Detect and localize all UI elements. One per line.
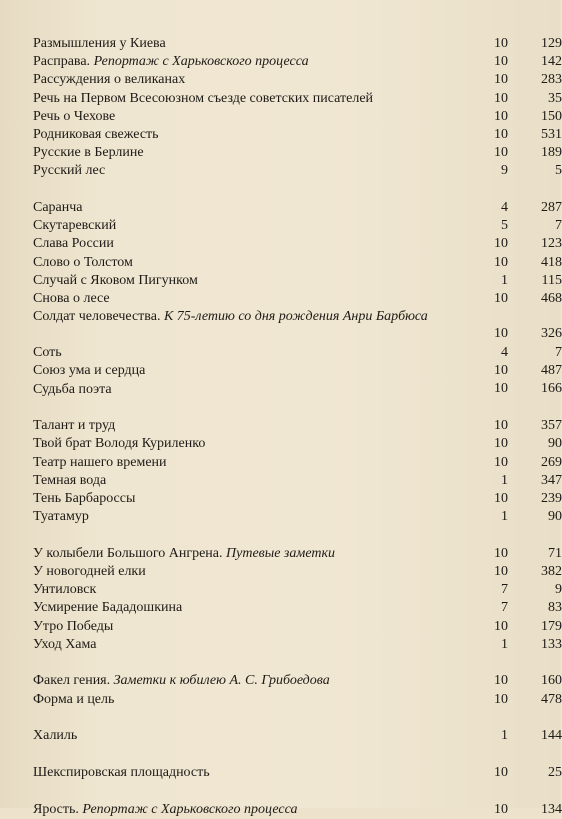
entry-title bbox=[33, 53, 453, 70]
index-letter-group bbox=[33, 417, 562, 526]
entry-title bbox=[33, 454, 453, 471]
entry-page-number: 326 bbox=[541, 325, 562, 341]
entry-title bbox=[33, 508, 453, 525]
index-entry bbox=[33, 144, 562, 162]
entry-title-text: Скутаревский bbox=[33, 218, 117, 234]
entry-page-number: 347 bbox=[541, 472, 562, 488]
entry-title-text: Театр нашего времени bbox=[33, 454, 167, 470]
index-entry bbox=[33, 508, 562, 526]
entry-title-text: У колыбели Большого Ангрена. bbox=[33, 545, 223, 561]
entry-page-number: 357 bbox=[541, 418, 562, 434]
entry-page-number: 134 bbox=[541, 801, 562, 817]
entry-title bbox=[33, 144, 453, 161]
entry-page-number: 239 bbox=[541, 490, 562, 506]
entry-page-number: 478 bbox=[541, 691, 562, 707]
entry-volume: 10 bbox=[494, 545, 508, 561]
entry-title-text: Утро Победы bbox=[33, 618, 114, 634]
entry-title-text: Форма и цель bbox=[33, 691, 115, 707]
entry-title-text: Расправа. bbox=[33, 54, 91, 70]
entry-title bbox=[33, 362, 453, 379]
entry-title-text: Усмирение Бададошкина bbox=[33, 600, 183, 616]
entry-title-text: Речь о Чехове bbox=[33, 108, 116, 124]
entry-volume: 1 bbox=[501, 728, 508, 744]
entry-page-number: 487 bbox=[541, 363, 562, 379]
entry-volume: 10 bbox=[494, 325, 508, 341]
entry-volume: 7 bbox=[501, 582, 508, 598]
entry-page-number: 35 bbox=[548, 90, 562, 106]
index-entry bbox=[33, 108, 562, 126]
index-entry bbox=[33, 344, 562, 362]
entry-title bbox=[33, 636, 453, 653]
entry-volume: 10 bbox=[494, 618, 508, 634]
entry-title bbox=[33, 472, 453, 489]
entry-title bbox=[33, 581, 453, 598]
entry-title bbox=[33, 108, 453, 125]
index-letter-group bbox=[33, 199, 562, 399]
index-letter-group bbox=[33, 727, 562, 745]
entry-volume: 10 bbox=[494, 363, 508, 379]
index-letter-group bbox=[33, 672, 562, 708]
index-entry bbox=[33, 362, 562, 380]
entry-title bbox=[33, 199, 453, 216]
index-entry bbox=[33, 381, 562, 399]
entry-note: Путевые заметки bbox=[226, 545, 336, 561]
entry-volume: 9 bbox=[501, 163, 508, 179]
index-entry bbox=[33, 801, 562, 819]
index-letter-group bbox=[33, 545, 562, 654]
entry-title bbox=[33, 235, 453, 252]
index-entry bbox=[33, 691, 562, 709]
entry-page-number: 90 bbox=[548, 509, 562, 525]
index-entry bbox=[33, 545, 562, 563]
entry-title bbox=[33, 691, 453, 708]
entry-volume: 10 bbox=[494, 436, 508, 452]
entry-page-number: 123 bbox=[541, 236, 562, 252]
index-entry bbox=[33, 599, 562, 617]
entry-title bbox=[33, 90, 453, 107]
index-entry bbox=[33, 90, 562, 108]
entry-volume: 1 bbox=[501, 636, 508, 652]
entry-note: К 75-летию со дня рождения Анри Барбюса bbox=[163, 309, 428, 325]
entry-title-text: Унтиловск bbox=[33, 582, 97, 598]
index-entry bbox=[33, 581, 562, 599]
entry-volume: 4 bbox=[501, 199, 508, 215]
entry-title bbox=[33, 381, 453, 398]
entry-title-text: Солдат человечества. bbox=[33, 309, 161, 325]
entry-volume: 5 bbox=[501, 218, 508, 234]
entry-title-text: Речь на Первом Всесоюзном съезде советских писателей bbox=[33, 90, 374, 106]
entry-title-text: Случай с Яковом Пигунком bbox=[33, 272, 198, 288]
entry-volume: 10 bbox=[494, 35, 508, 51]
entry-page-number: 150 bbox=[541, 108, 562, 124]
entry-volume: 10 bbox=[494, 72, 508, 88]
entry-note: Заметки к юбилею А. С. Грибоедова bbox=[113, 673, 330, 689]
index-entry bbox=[33, 162, 562, 180]
entry-title bbox=[33, 126, 453, 143]
entry-title-text: Факел гения. bbox=[33, 673, 111, 689]
index-letter-group bbox=[33, 35, 562, 181]
entry-page-number: 468 bbox=[541, 290, 562, 306]
entry-volume: 10 bbox=[494, 126, 508, 142]
entry-page-number: 269 bbox=[541, 454, 562, 470]
entry-title bbox=[33, 344, 453, 361]
index-entry bbox=[33, 727, 562, 745]
entry-title-text: Родниковая свежесть bbox=[33, 126, 159, 142]
entry-title-text: Тень Барбароссы bbox=[33, 490, 136, 506]
contents-index bbox=[33, 35, 562, 819]
entry-volume: 10 bbox=[494, 454, 508, 470]
entry-page-number: 189 bbox=[541, 145, 562, 161]
entry-title-text: Туатамур bbox=[33, 509, 89, 525]
entry-title bbox=[33, 435, 453, 452]
index-entry bbox=[33, 417, 562, 435]
index-entry bbox=[33, 308, 562, 344]
entry-title bbox=[33, 308, 453, 325]
entry-volume: 10 bbox=[494, 691, 508, 707]
entry-volume: 10 bbox=[494, 290, 508, 306]
entry-volume: 10 bbox=[494, 490, 508, 506]
index-entry bbox=[33, 636, 562, 654]
entry-page-number: 7 bbox=[555, 345, 562, 361]
entry-title bbox=[33, 599, 453, 616]
entry-volume: 10 bbox=[494, 418, 508, 434]
entry-volume: 10 bbox=[494, 764, 508, 780]
entry-title-text: Ярость. bbox=[33, 801, 79, 817]
entry-title bbox=[33, 35, 453, 52]
entry-title bbox=[33, 71, 453, 88]
index-entry bbox=[33, 53, 562, 71]
entry-page-number: 382 bbox=[541, 563, 562, 579]
entry-page-number: 287 bbox=[541, 199, 562, 215]
entry-title-text: Темная вода bbox=[33, 472, 107, 488]
entry-title bbox=[33, 727, 453, 744]
index-entry bbox=[33, 490, 562, 508]
entry-page-number: 179 bbox=[541, 618, 562, 634]
entry-page-number: 9 bbox=[555, 582, 562, 598]
index-entry bbox=[33, 199, 562, 217]
entry-title-text: Союз ума и сердца bbox=[33, 363, 146, 379]
entry-page-number: 418 bbox=[541, 254, 562, 270]
entry-title bbox=[33, 801, 453, 818]
entry-title bbox=[33, 162, 453, 179]
entry-title-text: Саранча bbox=[33, 200, 83, 215]
entry-title-text: Уход Хама bbox=[33, 636, 97, 652]
entry-page-number: 71 bbox=[548, 545, 562, 561]
entry-title-text: Соть bbox=[33, 345, 62, 361]
entry-note: Репортаж с Харьковского процесса bbox=[93, 54, 309, 70]
index-entry bbox=[33, 290, 562, 308]
entry-page-number: 129 bbox=[541, 35, 562, 51]
entry-page-number: 90 bbox=[548, 436, 562, 452]
entry-title bbox=[33, 563, 453, 580]
entry-title bbox=[33, 290, 453, 307]
entry-volume: 1 bbox=[501, 472, 508, 488]
entry-page-number: 160 bbox=[541, 673, 562, 689]
entry-page-number: 144 bbox=[541, 728, 562, 744]
entry-title-text: Рассуждения о великанах bbox=[33, 72, 186, 88]
entry-title bbox=[33, 272, 453, 289]
index-entry bbox=[33, 217, 562, 235]
index-entry bbox=[33, 35, 562, 53]
entry-title bbox=[33, 254, 453, 271]
index-entry bbox=[33, 435, 562, 453]
entry-title bbox=[33, 618, 453, 635]
entry-title-text: Русские в Берлине bbox=[33, 145, 144, 161]
entry-page-number: 531 bbox=[541, 126, 562, 142]
entry-title-text: Талант и труд bbox=[33, 418, 116, 434]
index-entry bbox=[33, 472, 562, 490]
entry-page-number: 283 bbox=[541, 72, 562, 88]
entry-volume: 10 bbox=[494, 108, 508, 124]
index-letter-group bbox=[33, 801, 562, 819]
index-entry bbox=[33, 672, 562, 690]
index-entry bbox=[33, 764, 562, 782]
entry-title bbox=[33, 417, 453, 434]
entry-title bbox=[33, 764, 453, 781]
entry-volume: 10 bbox=[494, 145, 508, 161]
entry-note: Репортаж с Харьковского процесса bbox=[82, 801, 298, 817]
entry-volume: 4 bbox=[501, 345, 508, 361]
entry-title-text: Судьба поэта bbox=[33, 381, 112, 397]
index-entry bbox=[33, 235, 562, 253]
index-entry bbox=[33, 254, 562, 272]
entry-title-text: Халиль bbox=[33, 728, 78, 744]
index-entry bbox=[33, 272, 562, 290]
entry-volume: 10 bbox=[494, 673, 508, 689]
entry-title-text: Шекспировская площадность bbox=[33, 765, 210, 780]
entry-title bbox=[33, 545, 453, 562]
index-entry bbox=[33, 126, 562, 144]
entry-page-number: 166 bbox=[541, 381, 562, 397]
entry-title-text: Твой брат Володя Куриленко bbox=[33, 436, 206, 452]
entry-page-number: 133 bbox=[541, 636, 562, 652]
entry-page-number: 142 bbox=[541, 54, 562, 70]
index-entry bbox=[33, 454, 562, 472]
entry-volume: 10 bbox=[494, 54, 508, 70]
entry-page-number: 7 bbox=[555, 218, 562, 234]
entry-volume: 10 bbox=[494, 90, 508, 106]
entry-page-number: 25 bbox=[548, 764, 562, 780]
index-entry bbox=[33, 618, 562, 636]
entry-title-text: Русский лес bbox=[33, 163, 106, 179]
entry-volume: 10 bbox=[494, 563, 508, 579]
entry-volume: 7 bbox=[501, 600, 508, 616]
entry-title-text: Слово о Толстом bbox=[33, 254, 133, 270]
entry-title-text: Слава России bbox=[33, 236, 114, 252]
entry-page-number: 5 bbox=[555, 163, 562, 179]
index-letter-group bbox=[33, 764, 562, 782]
entry-volume: 10 bbox=[494, 381, 508, 397]
entry-page-number: 83 bbox=[548, 600, 562, 616]
entry-title-text: У новогодней елки bbox=[33, 564, 146, 579]
index-entry bbox=[33, 563, 562, 581]
entry-title bbox=[33, 490, 453, 507]
entry-title-text: Снова о лесе bbox=[33, 290, 110, 306]
index-entry bbox=[33, 71, 562, 89]
entry-volume: 1 bbox=[501, 509, 508, 525]
entry-page-number: 115 bbox=[541, 272, 562, 288]
entry-title bbox=[33, 217, 453, 234]
entry-title-text: Размышления у Киева bbox=[33, 36, 166, 51]
entry-title bbox=[33, 672, 453, 689]
entry-volume: 1 bbox=[501, 272, 508, 288]
entry-volume: 10 bbox=[494, 236, 508, 252]
entry-volume: 10 bbox=[494, 254, 508, 270]
entry-volume: 10 bbox=[494, 801, 508, 817]
